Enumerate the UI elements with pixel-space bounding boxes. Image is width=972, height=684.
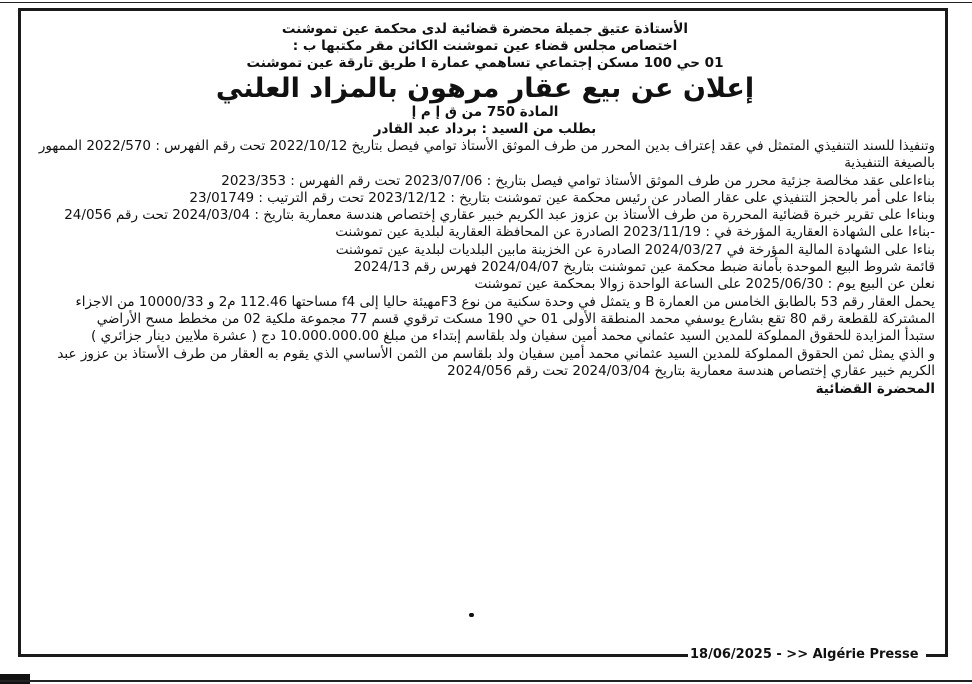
legal-article: المادة 750 من ق إ م إ (411, 104, 559, 120)
body-paragraph: قائمة شروط البيع الموحدة بأمانة ضبط محكمة عين تموشنت بتاريخ 2024/04/07 فهرس رقم 2024/13 (353, 259, 935, 276)
footer-source: 18/06/2025 - >> Algérie Presse (690, 647, 919, 662)
body-paragraph: بناءا على الشهادة المالية المؤرخة في 2024/03/27 الصادرة عن الخزينة مابين البلديات لبلدية عين تموشنت (335, 241, 935, 258)
bailiff-address: 01 حي 100 مسكن إجتماعي تساهمي عمارة I طريق تارقة عين تموشنت (246, 55, 724, 71)
ink-dot (469, 613, 474, 617)
bottom-marker (0, 674, 30, 684)
body-paragraph: بناءاعلى عقد مخالصة جزئية محرر من طرف الموثق الأستاذ توامي فيصل بتاريخ : 2023/07/06 تحت رقم الفهرس : 2023/353 (221, 172, 935, 189)
body-paragraph: وتنفيذا للسند التنفيذي المتمثل في عقد إعتراف بدين المحرر من طرف الموثق الأستاذ توامي فيصل بتاريخ 2022/10/12 تحت رقم الفهرس : 2022/570 الممهور بالصيغة التنفيذية (38, 138, 935, 172)
body-paragraph: وبناءا على تقرير خبرة قضائية المحررة من طرف الأستاذ بن عزوز عبد الكريم خبير عقاري إختصاص هندسة معمارية بتاريخ : 2024/03/04 تحت رقم 24/056 (64, 207, 935, 224)
announcement-body (35, 138, 935, 380)
footer-rule-left (18, 654, 688, 657)
body-paragraph: يحمل العقار رقم 53 بالطابق الخامس من العمارة B و يتمثل في وحدة سكنية من نوع F3مهيئة حاليا إلى f4 مساحتها 112.46 م2 و 10000/33 من الاجزاء المشتركة للقطعة رقم 80 تقع بشارع يوسفي محمد المنطقة الأولى 01 حي 190 مسكت ترقوي قسم 77 مجموعة ملكية 02 من مخطط مسح الأراضي (75, 293, 935, 327)
bottom-rule (0, 680, 972, 682)
body-paragraph: ستبدأ المزايدة للحقوق المملوكة للمدين السيد عثماني محمد أمين سفيان ولد بلقاسم إبتداء من مبلغ 10.000.000.00 دج ( عشرة ملايين دينار جزائري ) (91, 328, 935, 345)
requester-line: بطلب من السيد : برداد عبد القادر (373, 121, 597, 137)
body-paragraph: نعلن عن البيع يوم : 2025/06/30 على الساعة الواحدة زوالا بمحكمة عين تموشنت (474, 276, 935, 293)
top-rule (0, 2, 972, 3)
bailiff-name: الأستاذة عتيق جميلة محضرة قضائية لدى محكمة عين تموشنت (281, 21, 689, 37)
bailiff-jurisdiction: اختصاص مجلس قضاء عين تموشنت الكائن مقر مكتبها ب : (292, 38, 678, 54)
footer-corner-right (945, 641, 948, 657)
announcement-frame (18, 8, 948, 656)
announcement-content (35, 21, 935, 398)
announcement-title: إعلان عن بيع عقار مرهون بالمزاد العلني (215, 73, 755, 104)
body-paragraph: -بناءا على الشهادة العقارية المؤرخة في : 2023/11/19 الصادرة عن المحافظة العقارية لبلدية عين تموشنت (335, 224, 935, 241)
body-paragraph: و الذي يمثل ثمن الحقوق المملوكة للمدين السيد عثماني محمد أمين سفيان ولد بلقاسم من الثمن الأساسي الذي يقوم به العقار من طرف الأستاذ بن عزوز عبد الكريم خبير عقاري إختصاص هندسة معمارية بتاريخ 2024/03/04 تحت رقم 2024/056 (57, 345, 935, 379)
body-paragraph: بناءا على أمر بالحجز التنفيذي على عقار الصادر عن رئيس محكمة عين تموشنت بتاريخ : 2023/12/12 تحت رقم الترتيب : 23/01749 (189, 189, 935, 206)
footer (18, 643, 948, 667)
signature: المحضرة القضائية (815, 381, 935, 398)
